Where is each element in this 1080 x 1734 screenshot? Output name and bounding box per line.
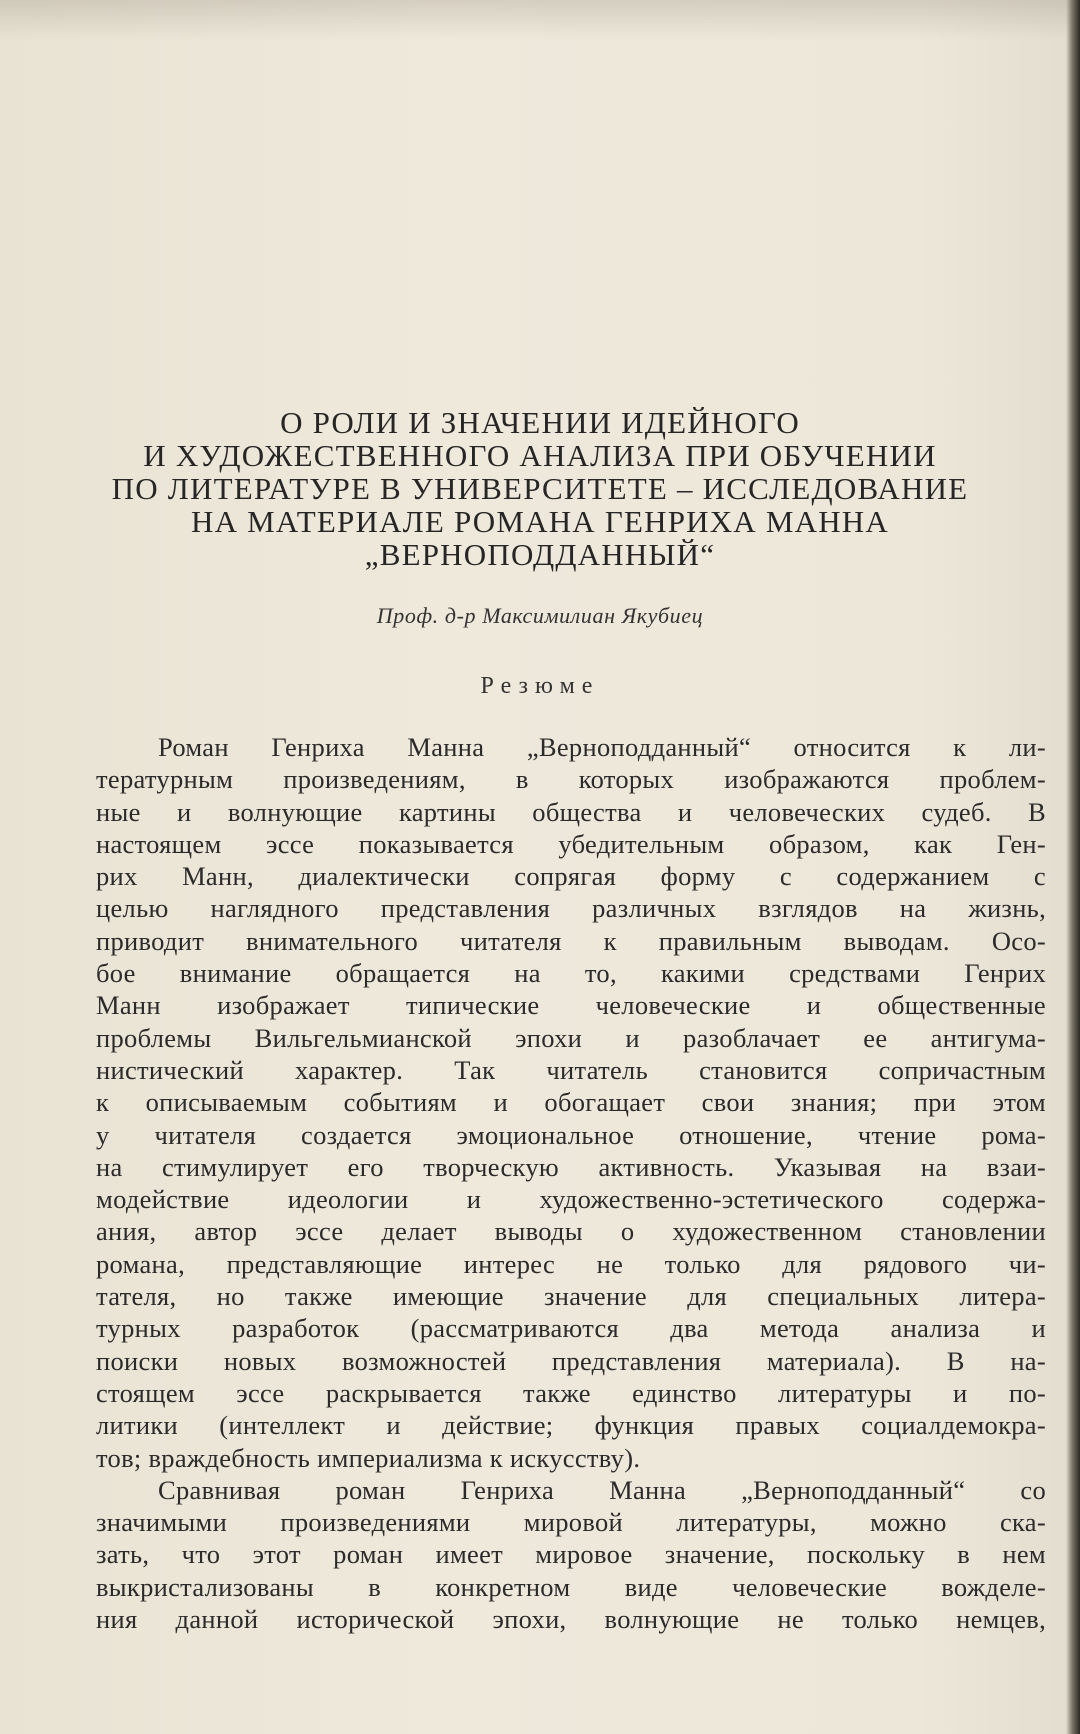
body-text: [96, 731, 1046, 1635]
title-line-1: О РОЛИ И ЗНАЧЕНИИ ИДЕЙНОГО: [280, 405, 800, 440]
text-line: Манн изображает типические человеческие и общественные: [96, 990, 1046, 1021]
article-title: [60, 406, 1020, 571]
text-line: ные и волнующие картины общества и человеческих судеб. В: [96, 796, 1046, 827]
text-line: Сравнивая роман Генриха Манна „Верноподданный“ со: [158, 1474, 1046, 1505]
text-line: поиски новых возможностей представления материала). В на-: [96, 1345, 1046, 1376]
page-binding-edge: [1066, 0, 1080, 1734]
text-line: тателя, но также имеющие значение для специальных литера-: [96, 1281, 1046, 1312]
text-line: тературным произведениям, в которых изображаются проблем-: [96, 764, 1046, 795]
text-line: Роман Генриха Манна „Верноподданный“ относится к ли-: [158, 732, 1046, 762]
text-line: на стимулирует его творческую активность. Указывая на взаи-: [96, 1151, 1046, 1182]
text-line: стоящем эссе раскрывается также единство литературы и по-: [96, 1377, 1046, 1408]
title-line-3: ПО ЛИТЕРАТУРЕ В УНИВЕРСИТЕТЕ – ИССЛЕДОВАНИЕ: [111, 471, 969, 506]
top-page-shadow: [0, 0, 1080, 40]
author-name: Проф. д-р Максимилиан Якубиец: [376, 603, 704, 628]
text-line: модействие идеологии и художественно-эстетического содержа-: [96, 1184, 1046, 1215]
text-line: к описываемым событиям и обогащает свои знания; при этом: [96, 1087, 1046, 1118]
text-line: ания, автор эссе делает выводы о художественном становлении: [96, 1216, 1046, 1247]
text-line: настоящем эссе показывается убедительным образом, как Ген-: [96, 828, 1046, 859]
text-line: целью наглядного представления различных взглядов на жизнь,: [96, 893, 1046, 924]
text-line: проблемы Вильгельмианской эпохи и разоблачает ее антигума-: [96, 1022, 1046, 1053]
text-line: выкристализованы в конкретном виде человеческие вожделе-: [96, 1571, 1046, 1602]
title-line-2: И ХУДОЖЕСТВЕННОГО АНАЛИЗА ПРИ ОБУЧЕНИИ: [143, 438, 937, 473]
section-heading: Резюме: [480, 673, 600, 699]
text-line: значимыми произведениями мировой литературы, можно ска-: [96, 1507, 1046, 1538]
text-line: ния данной исторической эпохи, волнующие не только немцев,: [96, 1604, 1046, 1635]
text-line: тов; враждебность империализма к искусству).: [96, 1442, 641, 1473]
text-line: нистический характер. Так читатель становится сопричастным: [96, 1054, 1046, 1085]
text-line: турных разработок (рассматриваются два метода анализа и: [96, 1313, 1046, 1344]
text-line: бое внимание обращается на то, какими средствами Генрих: [96, 958, 1046, 989]
text-line: у читателя создается эмоциональное отношение, чтение рома-: [96, 1119, 1046, 1150]
title-line-4: НА МАТЕРИАЛЕ РОМАНА ГЕНРИХА МАННА: [191, 504, 889, 539]
title-line-5: „ВЕРНОПОДДАННЫЙ“: [364, 537, 716, 572]
text-line: романа, представляющие интерес не только для рядового чи-: [96, 1248, 1046, 1279]
text-line: зать, что этот роман имеет мировое значение, поскольку в нем: [96, 1539, 1046, 1570]
text-line: литики (интеллект и действие; функция правых социалдемокра-: [96, 1410, 1046, 1441]
text-line: рих Манн, диалектически сопрягая форму с содержанием с: [96, 861, 1046, 892]
text-line: приводит внимательного читателя к правильным выводам. Осо-: [96, 925, 1046, 956]
